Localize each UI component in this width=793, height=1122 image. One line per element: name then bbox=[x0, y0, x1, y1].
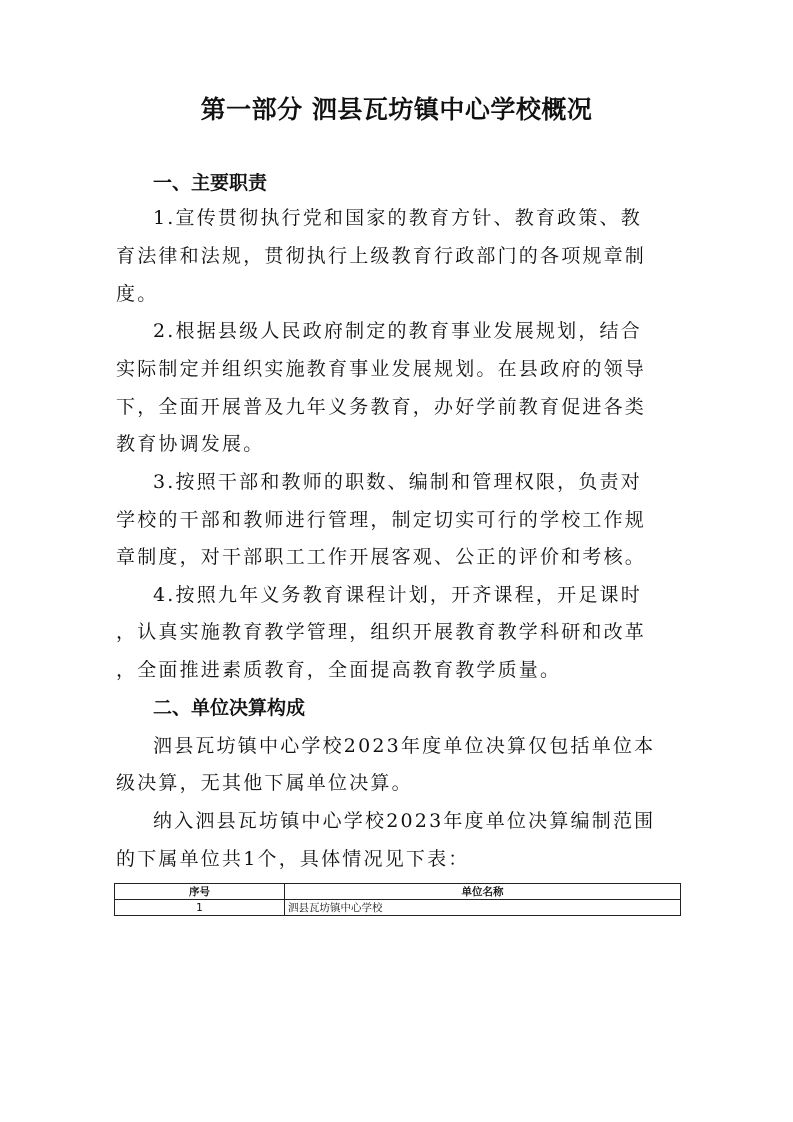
paragraph-line: 的下属单位共1个，具体情况见下表： bbox=[116, 848, 470, 870]
table-row bbox=[115, 900, 681, 916]
paragraph-line: 2.根据县级人民政府制定的教育事业发展规划，结合 bbox=[153, 320, 642, 342]
paragraph-line: 泗县瓦坊镇中心学校2023年度单位决算仅包括单位本 bbox=[153, 735, 656, 757]
table-header-row bbox=[115, 884, 681, 900]
paragraph-line: ，认真实施教育教学管理，组织开展教育教学科研和改革 bbox=[116, 621, 647, 643]
paragraph-line: 1.宣传贯彻执行党和国家的教育方针、教育政策、教 bbox=[153, 207, 642, 229]
cell-unit-name: 泗县瓦坊镇中心学校 bbox=[285, 900, 681, 916]
paragraph-line: ，全面推进素质教育，全面提高教育教学质量。 bbox=[116, 659, 562, 681]
paragraph-line: 章制度，对干部职工工作开展客观、公正的评价和考核。 bbox=[116, 546, 647, 568]
paragraph-line: 育法律和法规，贯彻执行上级教育行政部门的各项规章制 bbox=[116, 245, 647, 267]
subordinate-units-table bbox=[114, 883, 681, 916]
section-heading-duties: 一、主要职责 bbox=[153, 172, 268, 194]
paragraph-line: 4.按照九年义务教育课程计划，开齐课程，开足课时 bbox=[153, 584, 642, 606]
paragraph-line: 下，全面开展普及九年义务教育，办好学前教育促进各类 bbox=[116, 396, 647, 418]
paragraph-line: 度。 bbox=[116, 283, 159, 305]
column-header-number: 序号 bbox=[115, 884, 285, 900]
paragraph-line: 实际制定并组织实施教育事业发展规划。在县政府的领导 bbox=[116, 358, 647, 380]
paragraph-line: 学校的干部和教师进行管理，制定切实可行的学校工作规 bbox=[116, 509, 647, 531]
section-heading-composition: 二、单位决算构成 bbox=[153, 697, 306, 719]
page-title: 第一部分 泗县瓦坊镇中心学校概况 bbox=[200, 95, 593, 124]
paragraph-line: 教育协调发展。 bbox=[116, 433, 265, 455]
cell-number: 1 bbox=[115, 900, 285, 916]
column-header-unit-name: 单位名称 bbox=[285, 884, 681, 900]
paragraph-line: 纳入泗县瓦坊镇中心学校2023年度单位决算编制范围 bbox=[153, 810, 656, 832]
paragraph-line: 级决算，无其他下属单位决算。 bbox=[116, 772, 413, 794]
paragraph-line: 3.按照干部和教师的职数、编制和管理权限，负责对 bbox=[153, 471, 642, 493]
